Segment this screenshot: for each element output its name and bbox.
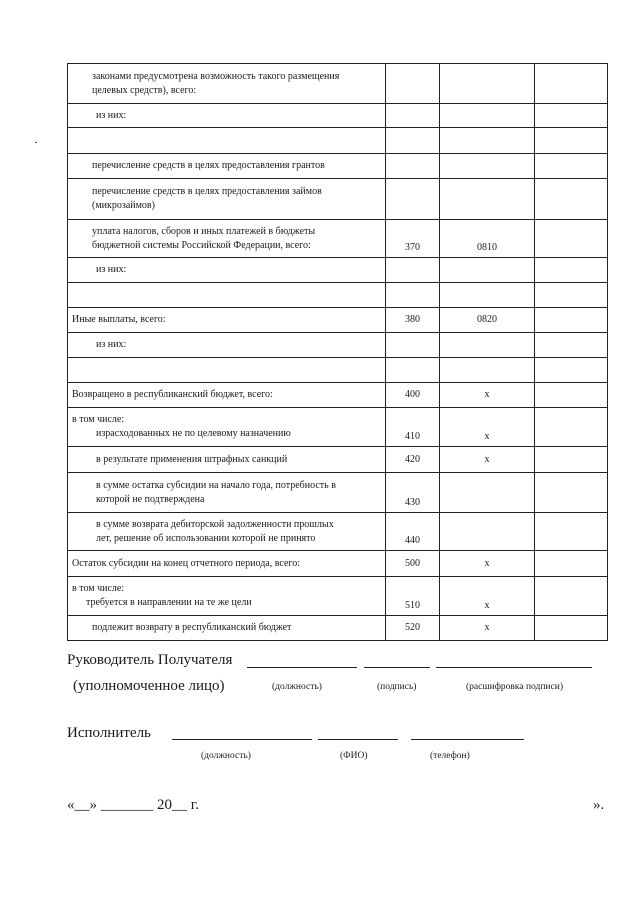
row-code [386,358,440,383]
row-description: из них: [68,258,386,283]
row-code [386,104,440,128]
row-description [68,358,386,383]
row-code: 380 [386,308,440,333]
row-amount [535,447,608,473]
row-code: 500 [386,551,440,577]
table-row [68,308,608,333]
executor-fio-line [318,739,398,740]
row-description: в том числе: требуется в направлении на те же цели [68,577,386,616]
row-code: 370 [386,220,440,258]
table-row [68,104,608,128]
head-label: Руководитель Получателя [67,652,233,668]
table-row [68,179,608,220]
row-kbk [440,358,535,383]
row-description: Иные выплаты, всего: [68,308,386,333]
table-row [68,358,608,383]
row-description: Остаток субсидии на конец отчетного периода, всего: [68,551,386,577]
row-kbk: x [440,551,535,577]
executor-label: Исполнитель [67,725,151,741]
table-row [68,128,608,154]
row-code: 430 [386,473,440,513]
row-amount [535,551,608,577]
table-row [68,64,608,104]
position-signature-line [247,667,357,668]
table-row [68,551,608,577]
row-code [386,64,440,104]
executor-position-line [172,739,312,740]
row-code: 420 [386,447,440,473]
table-row [68,154,608,179]
row-kbk: x [440,577,535,616]
row-description: в сумме возврата дебиторской задолженности прошлых лет, решение об использовании которой не принято [68,513,386,551]
row-description: перечисление средств в целях предоставления займов (микрозаймов) [68,179,386,220]
executor-fio-caption: (ФИО) [340,751,368,761]
row-code: 400 [386,383,440,408]
row-kbk [440,283,535,308]
row-code [386,154,440,179]
row-kbk [440,513,535,551]
row-code [386,128,440,154]
row-description [68,283,386,308]
executor-position-caption: (должность) [201,751,251,761]
row-amount [535,104,608,128]
row-kbk: x [440,616,535,641]
row-amount [535,64,608,104]
row-code [386,179,440,220]
row-code [386,333,440,358]
row-kbk [440,154,535,179]
row-amount [535,473,608,513]
row-code [386,283,440,308]
row-description: уплата налогов, сборов и иных платежей в бюджеты бюджетной системы Российской Федерации, всего: [68,220,386,258]
table-row [68,473,608,513]
margin-dot [35,142,37,143]
row-amount [535,220,608,258]
row-amount [535,283,608,308]
row-kbk [440,258,535,283]
position-caption: (должность) [272,682,322,692]
row-amount [535,179,608,220]
row-amount [535,258,608,283]
table-row [68,283,608,308]
row-description [68,128,386,154]
row-description: из них: [68,333,386,358]
row-amount [535,616,608,641]
row-description: в сумме остатка субсидии на начало года, потребность в которой не подтверждена [68,473,386,513]
row-kbk: 0820 [440,308,535,333]
row-amount [535,128,608,154]
decode-signature-line [436,667,592,668]
row-description: законами предусмотрена возможность такого размещения целевых средств), всего: [68,64,386,104]
table-row [68,258,608,283]
row-kbk: x [440,447,535,473]
row-code [386,258,440,283]
row-description: из них: [68,104,386,128]
table-row [68,383,608,408]
row-amount [535,408,608,447]
date-line: «__» _______ 20__ г. [67,797,199,813]
row-description: подлежит возврату в республиканский бюджет [68,616,386,641]
row-amount [535,154,608,179]
table-row [68,408,608,447]
authorized-person-label: (уполномоченное лицо) [73,678,225,694]
closing-mark: ». [593,797,605,813]
row-description: Возвращено в республиканский бюджет, всего: [68,383,386,408]
signature-caption: (подпись) [377,682,417,692]
row-code: 520 [386,616,440,641]
row-description: в том числе: израсходованных не по целевому назначению [68,408,386,447]
row-amount [535,577,608,616]
row-kbk: x [440,383,535,408]
row-kbk: x [440,408,535,447]
table-row [68,333,608,358]
table-row [68,447,608,473]
table-row [68,577,608,616]
row-code: 510 [386,577,440,616]
row-kbk [440,473,535,513]
row-description: перечисление средств в целях предоставления грантов [68,154,386,179]
signature-line [364,667,430,668]
executor-phone-line [411,739,524,740]
table-row [68,513,608,551]
row-kbk [440,104,535,128]
row-code: 440 [386,513,440,551]
table-row [68,616,608,641]
row-amount [535,358,608,383]
row-kbk [440,64,535,104]
row-kbk [440,333,535,358]
report-table [67,63,608,641]
row-code: 410 [386,408,440,447]
row-amount [535,333,608,358]
decode-caption: (расшифровка подписи) [466,682,563,692]
row-amount [535,308,608,333]
table-row [68,220,608,258]
row-kbk: 0810 [440,220,535,258]
row-amount [535,383,608,408]
row-kbk [440,179,535,220]
row-amount [535,513,608,551]
executor-phone-caption: (телефон) [430,751,470,761]
row-kbk [440,128,535,154]
row-description: в результате применения штрафных санкций [68,447,386,473]
